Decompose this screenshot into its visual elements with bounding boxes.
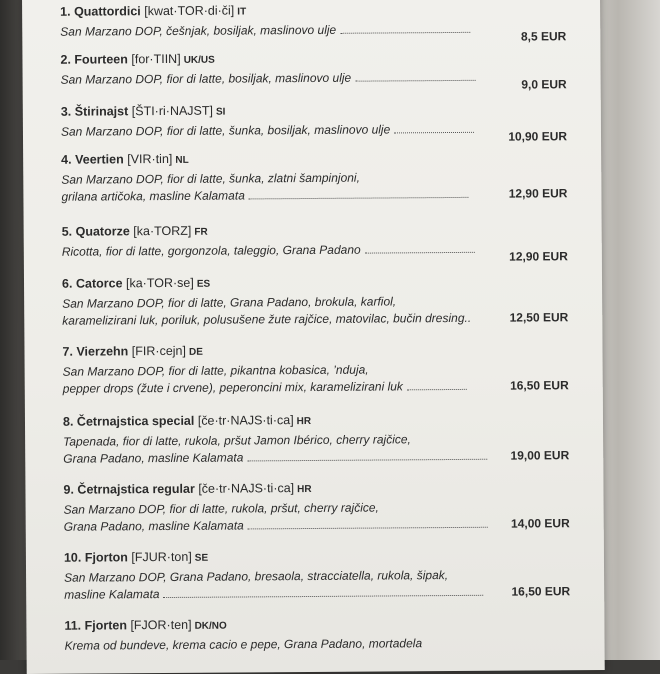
menu-item-pronunciation: [ka·TOR·se] [125, 275, 194, 291]
ingredient-line [63, 447, 575, 468]
menu-item [60, 0, 572, 44]
dot-leader [355, 79, 475, 82]
menu-item-name: Četrnajstica regular [77, 481, 195, 497]
ingredient-line [62, 309, 574, 330]
ingredient-text: San Marzano DOP, fior di latte, šunka, bosiljak, maslinovo ulje [60, 122, 391, 139]
ingredient-text: Grana Padano, masline Kalamata [63, 450, 244, 466]
dot-leader [164, 594, 484, 598]
ingredient-line [61, 120, 573, 141]
dot-leader [247, 458, 487, 462]
menu-item-pronunciation: [če·tr·NAJS·ti·ca] [198, 481, 295, 496]
dot-leader [340, 31, 470, 34]
dot-leader [407, 388, 467, 390]
menu-item-number: 2. [60, 52, 71, 67]
ingredient-line [61, 68, 573, 89]
dot-leader [365, 251, 475, 254]
menu-item-number: 1. [60, 4, 71, 19]
menu-item-number: 6. [61, 276, 73, 291]
menu-item-title [61, 100, 573, 122]
menu-item-number: 3. [60, 104, 72, 119]
menu-item-name: Fourteen [74, 52, 128, 67]
menu-item-title [63, 478, 575, 500]
ingredient-text: Grana Padano, masline Kalamata [63, 518, 244, 534]
menu-item-ingredients [60, 120, 573, 144]
menu-item-title [64, 546, 576, 568]
ingredient-text: San Marzano DOP, fior di latte, šunka, zlatni šampinjoni, [61, 170, 360, 187]
ingredient-line [60, 20, 572, 41]
menu-item-pronunciation: [ŠTI·ri·NAJST] [131, 103, 214, 119]
dot-leader [394, 131, 474, 134]
menu-item-name: Štirinajst [74, 104, 129, 119]
menu-item-title [60, 0, 572, 22]
ingredient-text: San Marzano DOP, Grana Padano, bresaola, stracciatella, rukola, šipak, [64, 568, 449, 585]
dot-leader [248, 526, 488, 530]
menu-item-number: 8. [62, 414, 74, 429]
menu-item [62, 340, 574, 398]
menu-item [60, 100, 573, 144]
menu-item-number: 4. [61, 152, 72, 167]
menu-item-country-code: IT [237, 6, 247, 18]
menu-item-pronunciation: [VIR·tin] [127, 151, 173, 167]
menu-item-price: 9,0 EUR [521, 77, 567, 92]
menu-item-ingredients [64, 634, 576, 655]
menu-item-name: Fjorton [84, 550, 128, 565]
menu-item-pronunciation: [če·tr·NAJS·ti·ca] [197, 413, 294, 428]
menu-item-name: Veertien [75, 152, 124, 167]
menu-item [61, 148, 573, 206]
menu-item-pronunciation: [FJUR·ton] [131, 549, 192, 565]
menu-item-price: 14,00 EUR [510, 516, 570, 531]
ingredient-text: masline Kalamata [64, 587, 160, 602]
menu-item-ingredients [62, 292, 574, 330]
ingredient-line [62, 240, 574, 261]
menu-item-price: 8,5 EUR [520, 29, 567, 44]
menu-item-pronunciation: [FJOR·ten] [130, 617, 192, 633]
menu-item-title [62, 340, 574, 362]
ingredient-line [64, 583, 576, 604]
menu-item-title [60, 48, 572, 70]
menu-item-country-code: UK/US [183, 54, 215, 66]
menu-item-price: 12,50 EUR [509, 310, 569, 325]
menu-item-name: Quattordici [73, 4, 141, 19]
menu-item-ingredients [63, 360, 575, 398]
dot-leader [249, 196, 469, 200]
ingredient-line [64, 634, 576, 655]
menu-item-ingredients [60, 20, 572, 44]
menu-item [62, 272, 574, 330]
menu-item-ingredients [61, 240, 574, 264]
ingredient-text: San Marzano DOP, fior di latte, bosiljak, maslinovo ulje [60, 70, 352, 87]
menu-item-name: Vierzehn [76, 344, 129, 359]
ingredient-text: Tapenada, fior di latte, rukola, pršut Jamon Ibérico, cherry rajčice, [63, 432, 411, 449]
menu-item-pronunciation: [FIR·cejn] [131, 343, 187, 359]
menu-item-price: 12,90 EUR [509, 249, 568, 264]
ingredient-text: San Marzano DOP, fior di latte, pikantna kobasica, ’nduja, [62, 362, 369, 379]
ingredient-text: San Marzano DOP, fior di latte, rukola, pršut, cherry rajčice, [63, 500, 379, 517]
menu-item-title [62, 272, 574, 294]
menu-item [63, 478, 575, 536]
menu-item-number: 7. [62, 344, 73, 359]
menu-item-pronunciation: [ka·TORZ] [133, 223, 192, 239]
menu-item-title [62, 220, 574, 242]
ingredient-text: grilana artičoka, masline Kalamata [61, 188, 245, 204]
menu-item-country-code: DK/NO [194, 620, 227, 632]
menu-item-ingredients [63, 430, 575, 468]
menu-item-number: 9. [63, 482, 74, 497]
menu-item-ingredients [60, 68, 573, 92]
menu-item-title [64, 614, 576, 636]
menu-item-ingredients [61, 168, 573, 206]
ingredient-line [64, 515, 576, 536]
menu-item-ingredients [64, 498, 576, 536]
menu-item-country-code: FR [194, 226, 208, 238]
menu-item [63, 410, 575, 468]
menu-item-price: 19,00 EUR [510, 448, 570, 463]
menu-item [60, 48, 572, 92]
menu-item-country-code: ES [196, 278, 211, 290]
ingredient-text: Krema od bundeve, krema cacio e pepe, Grana Padano, mortadela [64, 636, 423, 653]
menu-item-title [61, 148, 573, 170]
menu-item-number: 11. [64, 618, 82, 633]
menu-item-pronunciation: [for·TIIN] [131, 51, 181, 67]
menu-item-country-code: SE [194, 552, 209, 564]
menu-item-name: Quatorze [75, 224, 130, 239]
menu-item-title [63, 410, 575, 432]
menu-item-name: Četrnajstica special [76, 413, 195, 429]
menu-item [61, 220, 574, 264]
menu-item-price: 16,50 EUR [511, 584, 571, 599]
menu-item-country-code: SI [215, 106, 226, 118]
menu-item-pronunciation: [kwat·TOR·di·či] [144, 3, 235, 19]
menu-item-price: 10,90 EUR [508, 129, 568, 144]
menu-item-name: Fjorten [84, 618, 127, 633]
ingredient-text: karamelizirani luk, poriluk, polusušene žute rajčice, matovilac, bučin dresing.. [62, 310, 472, 328]
menu-item-name: Catorce [75, 276, 123, 291]
ingredient-text: pepper drops (žute i crvene), peperoncini mix, karamelizirani luk [62, 379, 403, 396]
ingredient-line [63, 377, 575, 398]
menu-item [64, 546, 576, 604]
menu-item-country-code: DE [188, 346, 203, 358]
menu-item-price: 16,50 EUR [509, 378, 569, 393]
menu-item-country-code: HR [296, 415, 312, 428]
ingredient-text: Ricotta, fior di latte, gorgonzola, taleggio, Grana Padano [61, 242, 361, 259]
menu-item-number: 10. [63, 550, 82, 565]
menu-item-country-code: HR [297, 483, 312, 496]
menu-item-country-code: NL [175, 154, 189, 166]
menu-item-ingredients [64, 566, 576, 604]
menu-item-number: 5. [61, 224, 73, 239]
ingredient-text: San Marzano DOP, češnjak, bosiljak, maslinovo ulje [60, 22, 337, 39]
ingredient-text: San Marzano DOP, fior di latte, Grana Padano, brokula, karfiol, [62, 294, 397, 311]
ingredient-line [61, 185, 573, 206]
menu-page [22, 0, 605, 674]
menu-item-price: 12,90 EUR [508, 186, 568, 201]
menu-item [64, 614, 576, 655]
